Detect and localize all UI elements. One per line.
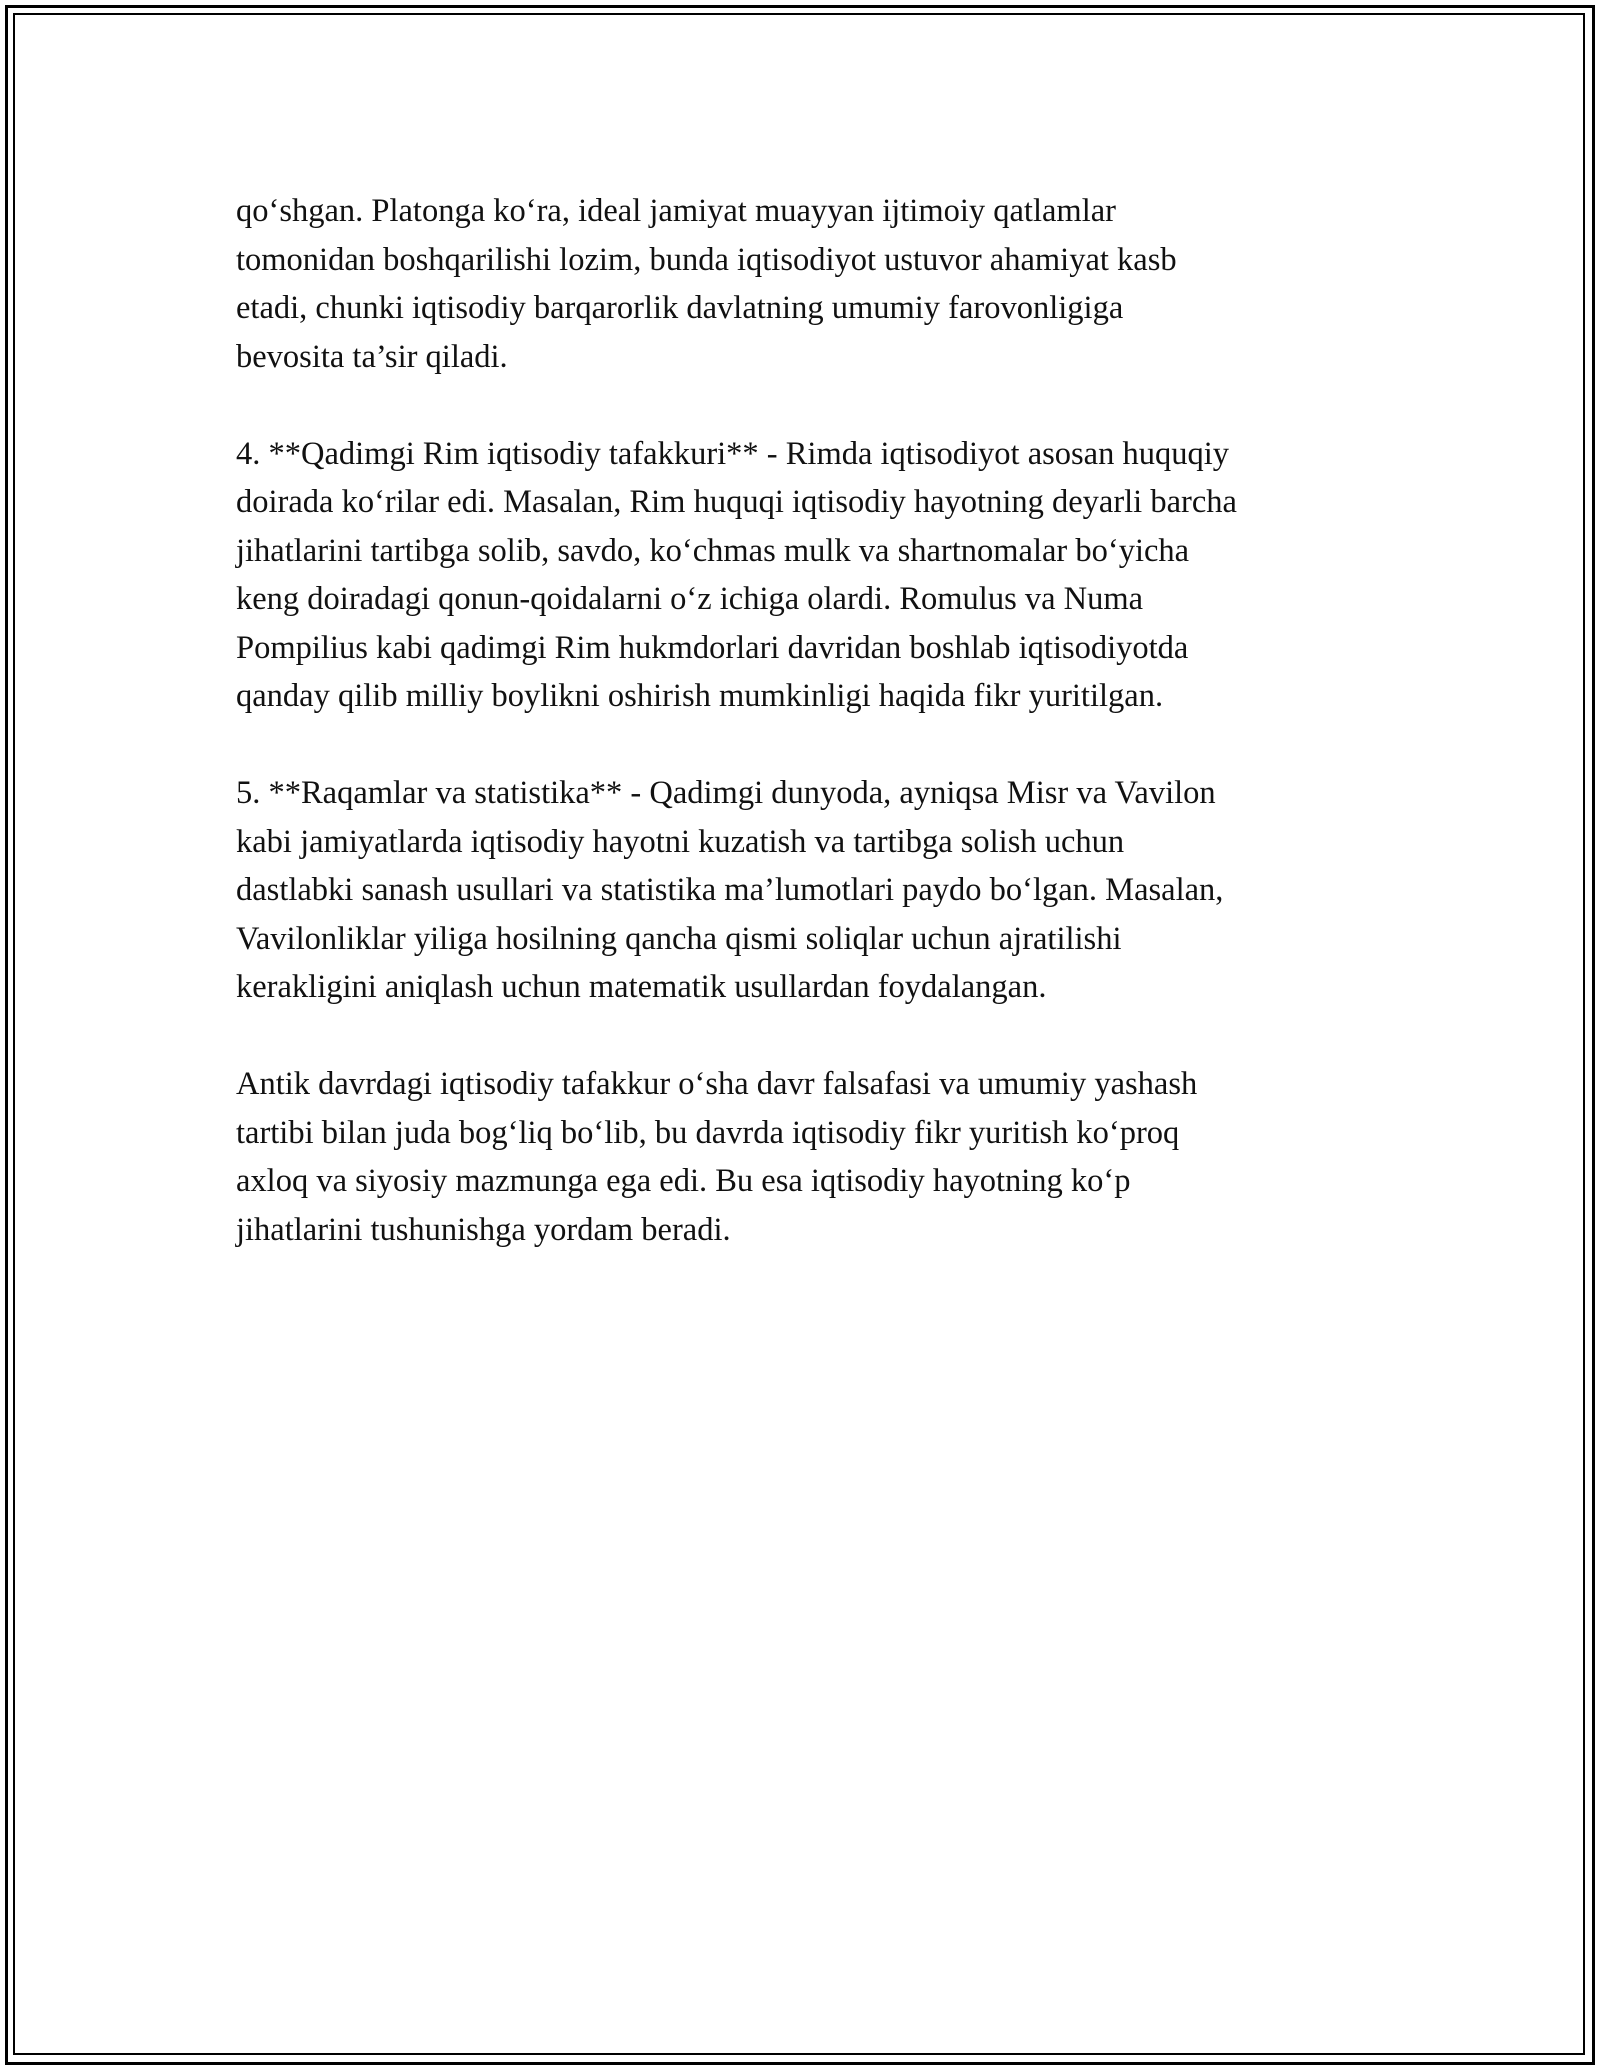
text-line: doirada ko‘rilar edi. Masalan, Rim huquqi iqtisodiy hayotning deyarli barcha <box>236 484 1237 520</box>
text-line: qanday qilib milliy boylikni oshirish mumkinligi haqida fikr yuritilgan. <box>236 678 1164 714</box>
document-body <box>236 187 1366 1303</box>
text-line: jihatlarini tartibga solib, savdo, ko‘chmas mulk va shartnomalar bo‘yicha <box>236 532 1190 569</box>
text-line: 5. **Raqamlar va statistika** - Qadimgi dunyoda, ayniqsa Misr va Vavilon <box>236 775 1216 811</box>
text-line: axloq va siyosiy mazmunga ega edi. Bu esa iqtisodiy hayotning ko‘p <box>236 1163 1131 1199</box>
text-line: tomonidan boshqarilishi lozim, bunda iqtisodiyot ustuvor ahamiyat kasb <box>236 241 1177 278</box>
text-line: bevosita ta’sir qiladi. <box>236 338 508 375</box>
text-line: kabi jamiyatlarda iqtisodiy hayotni kuzatish va tartibga solish uchun <box>236 823 1125 860</box>
paragraph-rome-economic-thought <box>236 430 1366 721</box>
text-line: Antik davrdagi iqtisodiy tafakkur o‘sha davr falsafasi va umumiy yashash <box>236 1066 1198 1102</box>
text-line: dastlabki sanash usullari va statistika ma’lumotlari paydo bo‘lgan. Masalan, <box>236 872 1224 908</box>
text-line: keng doiradagi qonun-qoidalarni o‘z ichiga olardi. Romulus va Numa <box>236 581 1144 617</box>
paragraph-numbers-statistics <box>236 769 1366 1012</box>
text-line: etadi, chunki iqtisodiy barqarorlik davlatning umumiy farovonligiga <box>236 290 1124 326</box>
text-line: Vavilonliklar yiliga hosilning qancha qismi soliqlar uchun ajratilishi <box>236 920 1122 957</box>
text-line: tartibi bilan juda bog‘liq bo‘lib, bu davrda iqtisodiy fikr yuritish ko‘proq <box>236 1114 1180 1151</box>
paragraph-platon-continuation <box>236 187 1366 381</box>
text-line: kerakligini aniqlash uchun matematik usullardan foydalangan. <box>236 969 1047 1005</box>
text-line: 4. **Qadimgi Rim iqtisodiy tafakkuri** - Rimda iqtisodiyot asosan huquqiy <box>236 435 1229 472</box>
text-line: jihatlarini tushunishga yordam beradi. <box>236 1211 731 1248</box>
text-line: Pompilius kabi qadimgi Rim hukmdorlari davridan boshlab iqtisodiyotda <box>236 629 1189 666</box>
text-line: qo‘shgan. Platonga ko‘ra, ideal jamiyat muayyan ijtimoiy qatlamlar <box>236 193 1116 229</box>
paragraph-conclusion <box>236 1060 1366 1254</box>
